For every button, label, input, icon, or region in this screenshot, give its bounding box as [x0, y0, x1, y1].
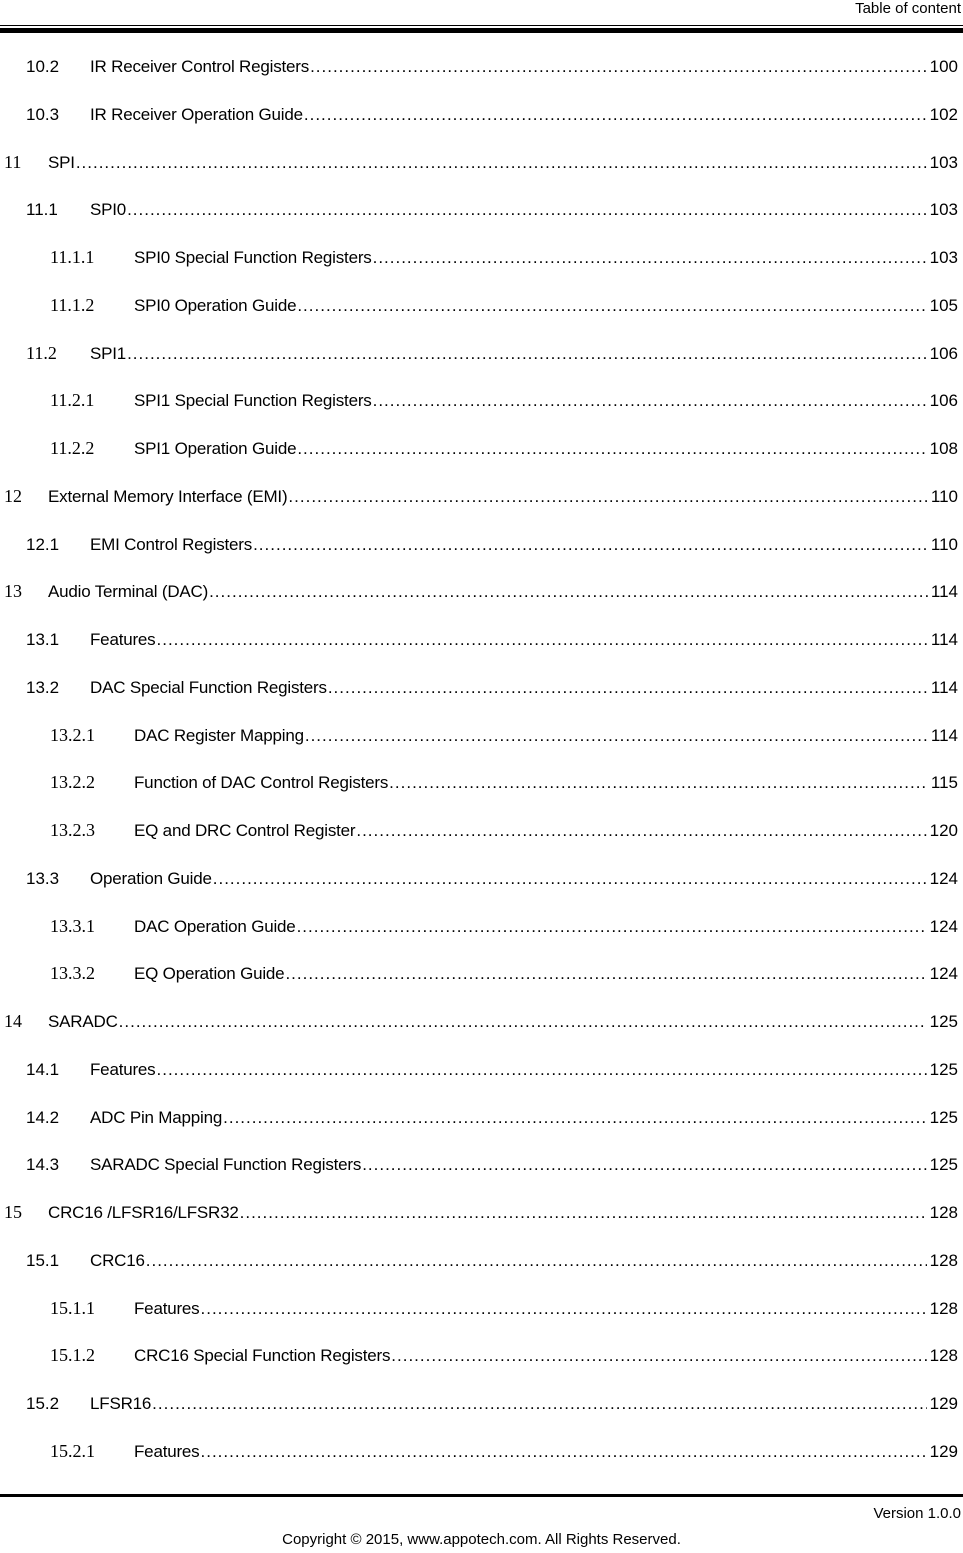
toc-entry-page-number: 110 — [930, 486, 958, 506]
toc-entry-number: 13.2 — [26, 677, 60, 697]
toc-entry-title: SPI0 Operation Guide — [134, 295, 297, 315]
toc-dot-leader — [127, 186, 927, 234]
toc-entry-page-number: 114 — [930, 582, 958, 602]
toc-entry[interactable] — [0, 330, 963, 378]
toc-dot-leader — [209, 568, 928, 616]
toc-entry[interactable] — [0, 234, 963, 282]
toc-entry-title: Features — [90, 1059, 156, 1079]
toc-entry-number: 11.2.1 — [50, 390, 95, 411]
toc-entry-number: 14.3 — [26, 1155, 60, 1175]
header-rule-thick — [0, 28, 963, 33]
toc-entry-title: CRC16 /LFSR16/LFSR32 — [48, 1203, 239, 1222]
toc-entry-number: 11.1.2 — [50, 294, 95, 315]
toc-entry-page-number: 114 — [930, 630, 958, 649]
toc-entry-title: EQ and DRC Control Register — [134, 821, 356, 840]
toc-entry-page-number: 124 — [929, 916, 958, 936]
toc-entry-number: 13.1 — [26, 630, 60, 649]
toc-entry-title: EQ Operation Guide — [134, 964, 285, 984]
toc-entry-page-number: 125 — [929, 1012, 958, 1031]
toc-entry-page-number: 108 — [929, 439, 958, 458]
toc-entry-page-number: 114 — [930, 725, 958, 745]
toc-entry-number: 13.2.3 — [50, 820, 95, 840]
toc-entry[interactable] — [0, 521, 963, 569]
toc-entry-title: EMI Control Registers — [90, 534, 253, 554]
toc-dot-leader — [213, 855, 927, 903]
toc-entry-number: 12.1 — [26, 534, 60, 554]
toc-dot-leader — [201, 1428, 927, 1476]
toc-entry[interactable] — [0, 1332, 963, 1380]
toc-entry[interactable] — [0, 1237, 963, 1285]
toc-entry-number: 14.1 — [26, 1059, 60, 1079]
toc-dot-leader — [373, 234, 927, 282]
toc-entry-number: 13.3.1 — [50, 915, 95, 936]
toc-entry-number: 13.2.1 — [50, 724, 95, 745]
toc-dot-leader — [391, 1332, 926, 1380]
header-title: Table of content — [855, 0, 961, 17]
toc-entry-page-number: 124 — [929, 964, 958, 984]
toc-entry-number: 15.2 — [26, 1394, 60, 1413]
footer-copyright: Copyright © 2015, www.appotech.com. All Rights Reserved. — [282, 1531, 681, 1548]
toc-dot-leader — [285, 950, 926, 998]
toc-entry-title: IR Receiver Control Registers — [90, 57, 310, 76]
toc-dot-leader — [288, 473, 927, 521]
toc-entry-title: SARADC — [48, 1012, 118, 1031]
toc-entry-title: Operation Guide — [90, 868, 212, 888]
toc-entry-title: SPI0 Special Function Registers — [134, 248, 372, 267]
toc-entry-number: 15 — [4, 1202, 22, 1222]
toc-entry[interactable] — [0, 377, 963, 425]
toc-dot-leader — [356, 807, 926, 855]
toc-entry[interactable] — [0, 759, 963, 807]
toc-entry-title: SPI1 — [90, 343, 127, 363]
toc-entry[interactable] — [0, 425, 963, 473]
toc-entry[interactable] — [0, 1189, 963, 1237]
toc-entry[interactable] — [0, 1046, 963, 1094]
toc-dot-leader — [297, 425, 926, 473]
toc-entry-page-number: 128 — [929, 1298, 958, 1318]
toc-entry-title: SARADC Special Function Registers — [90, 1155, 362, 1175]
toc-entry[interactable] — [0, 473, 963, 521]
toc-dot-leader — [201, 1285, 927, 1333]
toc-entry[interactable] — [0, 712, 963, 760]
toc-dot-leader — [305, 712, 928, 760]
toc-dot-leader — [119, 998, 927, 1046]
toc-entry-title: SPI0 — [90, 200, 127, 220]
toc-dot-leader — [328, 664, 928, 712]
toc-entry-page-number: 103 — [929, 152, 958, 172]
toc-entry-number: 11.2 — [26, 342, 57, 363]
toc-entry-title: Audio Terminal (DAC) — [48, 582, 209, 602]
toc-entry-number: 15.1.1 — [50, 1297, 95, 1318]
toc-entry-page-number: 100 — [929, 57, 958, 76]
toc-entry-title: SPI — [48, 152, 75, 172]
toc-entry[interactable] — [0, 1285, 963, 1333]
toc-entry-page-number: 120 — [929, 821, 958, 840]
toc-dot-leader — [240, 1189, 927, 1237]
toc-entry-number: 11 — [4, 151, 22, 172]
toc-entry-title: CRC16 Special Function Registers — [134, 1346, 391, 1366]
toc-entry[interactable] — [0, 616, 963, 664]
toc-entry[interactable] — [0, 903, 963, 951]
toc-entry[interactable] — [0, 950, 963, 998]
toc-entry-title: DAC Special Function Registers — [90, 677, 327, 697]
toc-entry-page-number: 105 — [929, 295, 958, 315]
toc-entry-title: SPI1 Special Function Registers — [134, 391, 372, 411]
toc-dot-leader — [152, 1380, 926, 1428]
toc-entry-page-number: 110 — [930, 534, 958, 554]
toc-entry-page-number: 129 — [929, 1394, 958, 1413]
toc-entry-title: ADC Pin Mapping — [90, 1107, 223, 1127]
toc-entry-number: 13.3 — [26, 868, 60, 888]
page-header — [0, 0, 963, 36]
toc-entry-title: DAC Operation Guide — [134, 916, 296, 936]
toc-entry-title: Features — [90, 630, 156, 649]
toc-entry-page-number: 125 — [929, 1107, 958, 1127]
toc-dot-leader — [304, 91, 927, 139]
header-rule-thin — [0, 25, 963, 26]
toc-entry[interactable] — [0, 855, 963, 903]
toc-entry-page-number: 106 — [929, 391, 958, 411]
toc-entry-page-number: 128 — [929, 1250, 958, 1270]
toc-entry[interactable] — [0, 1428, 963, 1476]
toc-dot-leader — [127, 330, 927, 378]
toc-entry-page-number: 103 — [929, 248, 958, 267]
toc-dot-leader — [146, 1237, 927, 1285]
toc-entry-title: DAC Register Mapping — [134, 725, 304, 745]
toc-entry[interactable] — [0, 1380, 963, 1428]
toc-entry-number: 13.3.2 — [50, 963, 95, 984]
toc-entry[interactable] — [0, 664, 963, 712]
toc-entry-title: CRC16 — [90, 1250, 145, 1270]
toc-entry[interactable] — [0, 282, 963, 330]
toc-entry-page-number: 129 — [929, 1441, 958, 1461]
toc-entry-title: Function of DAC Control Registers — [134, 773, 389, 793]
toc-entry-page-number: 115 — [930, 773, 958, 793]
toc-dot-leader — [373, 377, 927, 425]
toc-dot-leader — [223, 1094, 927, 1142]
toc-entry-page-number: 114 — [930, 677, 958, 697]
toc-entry-number: 15.2.1 — [50, 1440, 95, 1461]
toc-entry-page-number: 125 — [929, 1155, 958, 1175]
toc-entry-page-number: 124 — [929, 868, 958, 888]
toc-entry[interactable] — [0, 91, 963, 139]
toc-dot-leader — [253, 521, 928, 569]
toc-entry-number: 14.2 — [26, 1107, 60, 1127]
toc-entry-page-number: 128 — [929, 1203, 958, 1222]
toc-entry[interactable] — [0, 568, 963, 616]
toc-dot-leader — [297, 282, 926, 330]
toc-entry[interactable] — [0, 43, 963, 91]
toc-entry-title: Features — [134, 1298, 200, 1318]
toc-entry-page-number: 106 — [929, 343, 958, 363]
toc-entry[interactable] — [0, 186, 963, 234]
toc-entry-page-number: 102 — [929, 104, 958, 124]
toc-entry-page-number: 128 — [929, 1346, 958, 1366]
toc-entry-number: 11.1 — [26, 200, 58, 220]
toc-entry-number: 11.2.2 — [50, 438, 95, 458]
toc-entry-title: External Memory Interface (EMI) — [48, 486, 288, 506]
toc-dot-leader — [389, 759, 928, 807]
toc-entry-title: Features — [134, 1441, 200, 1461]
toc-dot-leader — [157, 1046, 927, 1094]
toc-entry-page-number: 125 — [929, 1059, 958, 1079]
toc-entry[interactable] — [0, 1141, 963, 1189]
toc-dot-leader — [297, 903, 927, 951]
footer-rule — [0, 1494, 963, 1497]
toc-dot-leader — [157, 616, 928, 664]
toc-entry-number: 15.1.2 — [50, 1345, 95, 1366]
toc-entry-number: 13.2.2 — [50, 772, 95, 793]
toc-dot-leader — [76, 139, 927, 187]
toc-entry-number: 12 — [4, 485, 22, 506]
toc-entry-number: 10.3 — [26, 104, 60, 124]
toc-entry-number: 13 — [4, 581, 22, 602]
toc-entry[interactable] — [0, 998, 963, 1046]
toc-entry-page-number: 103 — [929, 200, 958, 220]
table-of-contents — [0, 43, 963, 1476]
toc-entry[interactable] — [0, 807, 963, 855]
toc-entry-title: IR Receiver Operation Guide — [90, 104, 303, 124]
toc-entry-number: 10.2 — [26, 57, 60, 76]
toc-entry-title: SPI1 Operation Guide — [134, 439, 297, 458]
toc-dot-leader — [310, 43, 927, 91]
toc-entry-number: 11.1.1 — [50, 247, 95, 267]
toc-entry[interactable] — [0, 139, 963, 187]
toc-entry-number: 15.1 — [26, 1250, 60, 1270]
toc-entry-title: LFSR16 — [90, 1394, 152, 1413]
toc-entry-number: 14 — [4, 1011, 22, 1031]
toc-entry[interactable] — [0, 1094, 963, 1142]
footer-version: Version 1.0.0 — [873, 1505, 961, 1522]
toc-dot-leader — [362, 1141, 926, 1189]
